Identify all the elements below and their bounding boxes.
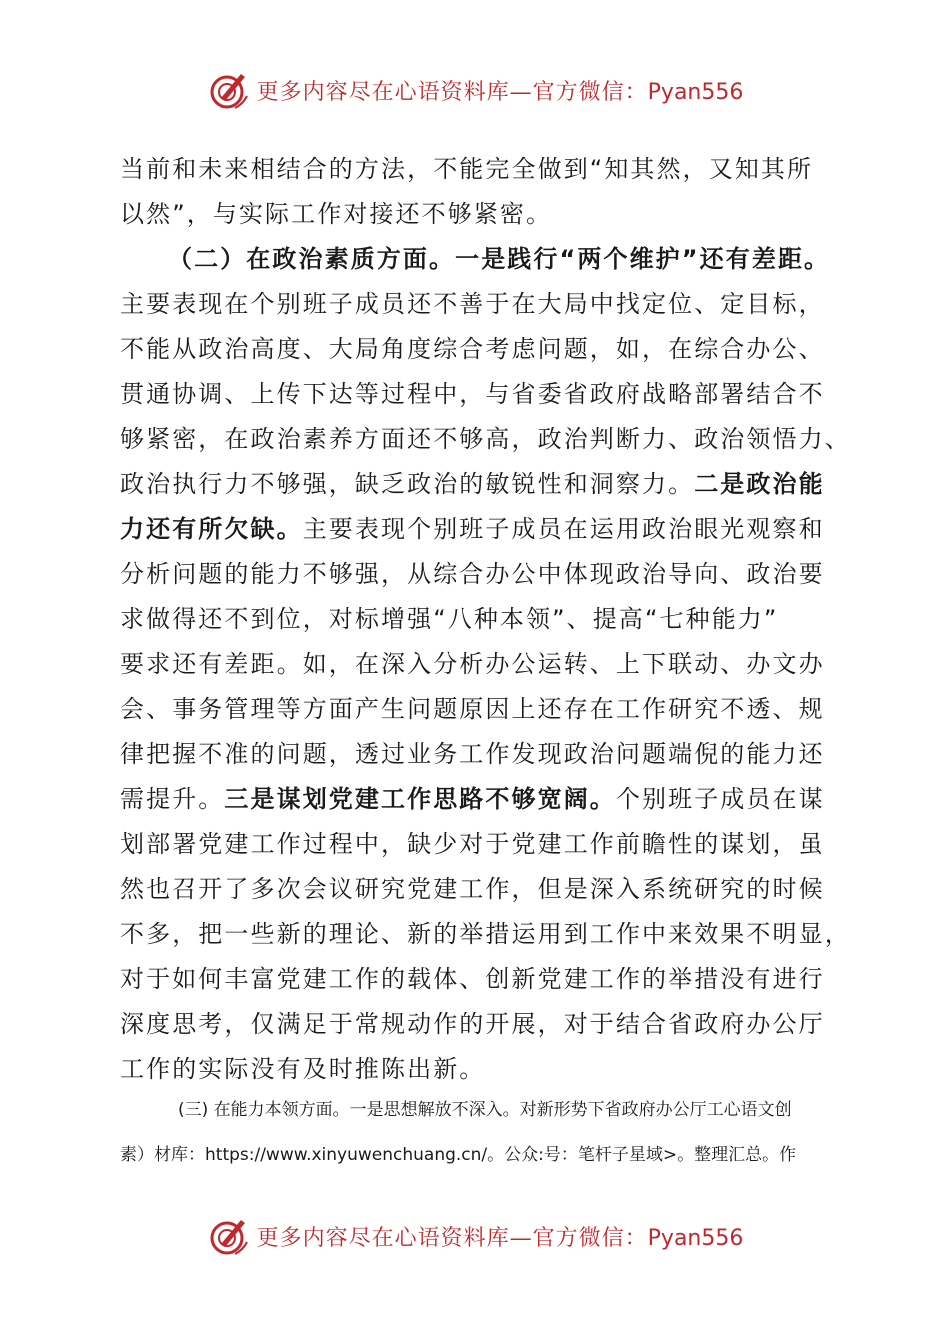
text-line: 划部署党建工作过程中，缺少对于党建工作前瞻性的谋划，虽	[120, 830, 825, 858]
text-line: 政治执行力不够强，缺乏政治的敏锐性和洞察力。二是政治能	[120, 470, 825, 498]
footer-line: 素）材库：https://www.xinyuwenchuang.cn/。公众:号：笔杆子星域>。整理汇总。作	[120, 1145, 797, 1165]
text-line: 对于如何丰富党建工作的载体、创新党建工作的举措没有进行	[120, 965, 825, 993]
document-body	[120, 147, 851, 1092]
bold-phrase: 力还有所欠缺。	[120, 515, 303, 543]
text-line: 需提升。三是谋划党建工作思路不够宽阔。个别班子成员在谋	[120, 785, 825, 813]
text-line: 贯通协调、上传下达等过程中，与省委省政府战略部署结合不	[120, 380, 825, 408]
footer-banner-text: 更多内容尽在心语资料库—官方微信：Pyan556	[256, 1225, 744, 1251]
text-line: 主要表现在个别班子成员还不善于在大局中找定位、定目标，	[120, 290, 825, 318]
bold-phrase: 二是政治能	[694, 470, 825, 498]
text-line: 当前和未来相结合的方法，不能完全做到“知其然，又知其所	[120, 155, 814, 183]
text-line: 够紧密，在政治素养方面还不够高，政治判断力、政治领悟力、	[120, 425, 851, 453]
section-heading: （二）在政治素质方面。一是践行“两个维护”还有差距。	[168, 245, 831, 273]
text-line: 力还有所欠缺。主要表现个别班子成员在运用政治眼光观察和	[120, 515, 825, 543]
text-line: 律把握不准的问题，透过业务工作发现政治问题端倪的能力还	[120, 740, 825, 768]
text-line: 深度思考，仅满足于常规动作的开展，对于结合省政府办公厅	[120, 1010, 825, 1038]
text-line: 分析问题的能力不够强，从综合办公中体现政治导向、政治要	[120, 560, 825, 588]
footer-banner	[0, 1208, 950, 1264]
logo-icon	[207, 1214, 251, 1258]
header-banner-text: 更多内容尽在心语资料库—官方微信：Pyan556	[256, 79, 744, 105]
text-line: 然也召开了多次会议研究党建工作，但是深入系统研究的时候	[120, 875, 825, 903]
header-banner	[0, 62, 950, 118]
text-line: 求做得还不到位，对标增强“八种本领”、提高“七种能力”	[120, 605, 779, 633]
text-line: 不多，把一些新的理论、新的举措运用到工作中来效果不明显，	[120, 920, 851, 948]
text-line: 以然”，与实际工作对接还不够紧密。	[120, 200, 553, 228]
text-line: 要求还有差距。如，在深入分析办公运转、上下联动、办文办	[120, 650, 825, 678]
text-line: 工作的实际没有及时推陈出新。	[120, 1055, 486, 1083]
footer-line: (三) 在能力本领方面。一是思想解放不深入。对新形势下省政府办公厅工心语文创	[178, 1100, 792, 1120]
bold-phrase: 三是谋划党建工作思路不够宽阔。	[224, 785, 616, 813]
text-line: 会、事务管理等方面产生问题原因上还存在工作研究不透、规	[120, 695, 825, 723]
text-line: 不能从政治高度、大局角度综合考虑问题，如，在综合办公、	[120, 335, 825, 363]
logo-icon	[207, 68, 251, 112]
